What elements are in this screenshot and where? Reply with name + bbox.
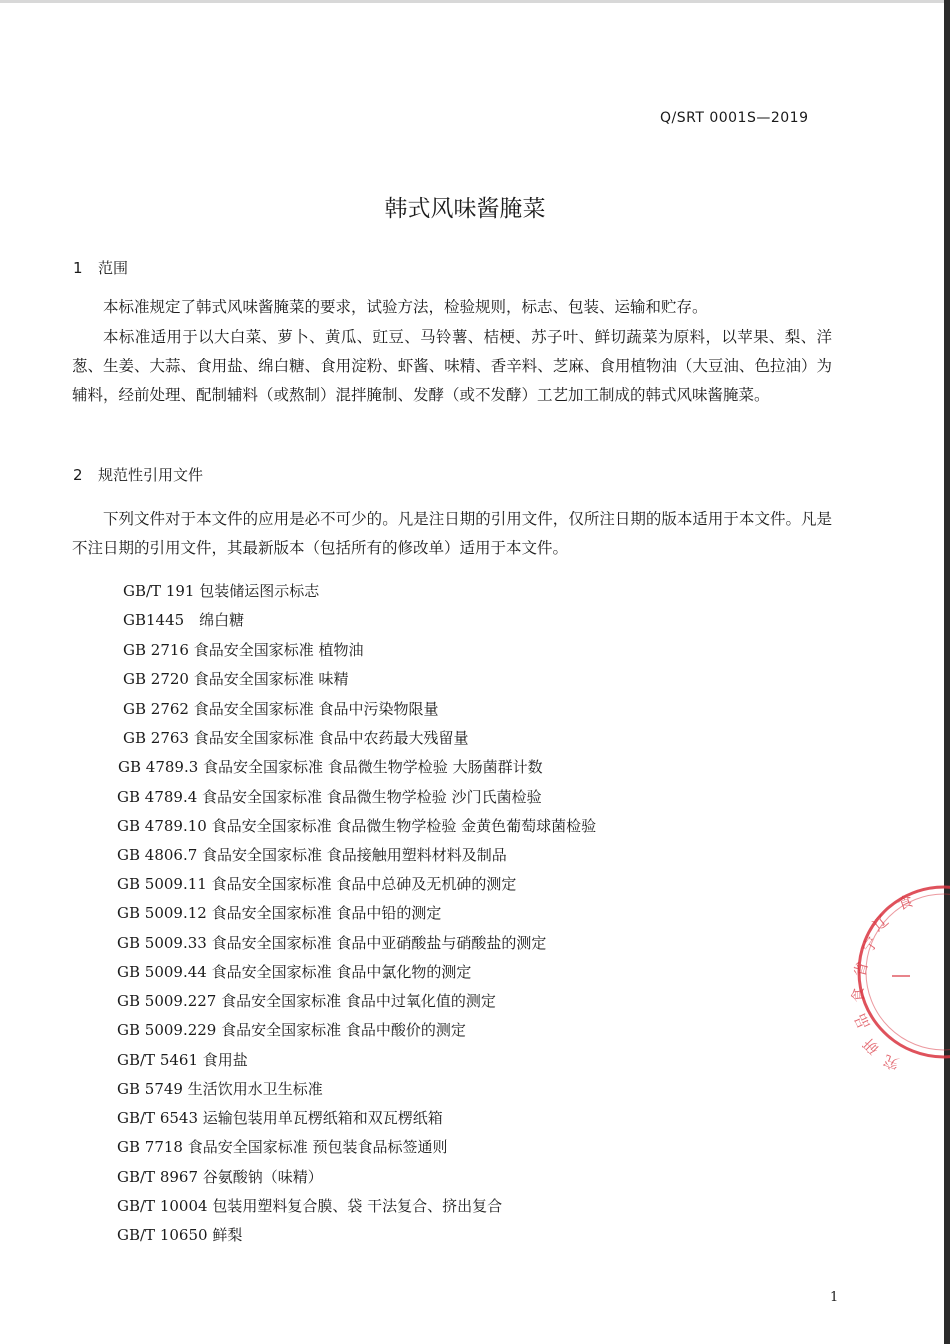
reference-item: GB/T 6543 运输包装用单瓦楞纸箱和双瓦楞纸箱 xyxy=(117,1109,443,1127)
company-seal-stamp xyxy=(848,880,930,1075)
svg-text:辽: 辽 xyxy=(869,911,893,936)
reference-item: GB 5009.227 食品安全国家标准 食品中过氧化值的测定 xyxy=(117,992,496,1010)
reference-item: GB/T 5461 食用盐 xyxy=(117,1051,248,1069)
svg-text:品: 品 xyxy=(850,1010,874,1032)
reference-item: GB 2762 食品安全国家标准 食品中污染物限量 xyxy=(123,700,439,718)
section-1-title: 范围 xyxy=(98,259,129,277)
scan-right-edge xyxy=(944,0,950,1344)
reference-item: GB 5749 生活饮用水卫生标准 xyxy=(117,1080,323,1098)
reference-item: GB/T 191 包装储运图示标志 xyxy=(123,582,320,600)
reference-item: GB1445 绵白糖 xyxy=(123,611,245,629)
svg-text:食: 食 xyxy=(848,986,868,1004)
reference-item: GB 4806.7 食品安全国家标准 食品接触用塑料材料及制品 xyxy=(117,846,507,864)
svg-text:省: 省 xyxy=(850,959,872,980)
reference-item: GB 5009.12 食品安全国家标准 食品中铅的测定 xyxy=(117,904,442,922)
scan-top-edge xyxy=(0,0,950,3)
svg-text:研: 研 xyxy=(859,1034,883,1058)
document-title: 韩式风味酱腌菜 xyxy=(384,196,546,222)
reference-item: GB 5009.44 食品安全国家标准 食品中氯化物的测定 xyxy=(117,963,472,981)
section-2-heading xyxy=(73,464,203,485)
section-1-heading xyxy=(73,257,128,278)
reference-item: GB 5009.33 食品安全国家标准 食品中亚硝酸盐与硝酸盐的测定 xyxy=(117,934,547,952)
reference-item: GB 4789.3 食品安全国家标准 食品微生物学检验 大肠菌群计数 xyxy=(118,758,543,776)
reference-item: GB 4789.4 食品安全国家标准 食品微生物学检验 沙门氏菌检验 xyxy=(117,788,542,806)
page-number: 1 xyxy=(830,1290,839,1305)
section-2-title: 规范性引用文件 xyxy=(98,466,204,484)
section-1-number: 1 xyxy=(73,259,83,277)
standard-code: Q/SRT 0001S—2019 xyxy=(660,110,809,126)
reference-item: GB/T 8967 谷氨酸钠（味精） xyxy=(117,1168,323,1186)
reference-item: GB 2720 食品安全国家标准 味精 xyxy=(123,670,349,688)
reference-item: GB 7718 食品安全国家标准 预包装食品标签通则 xyxy=(117,1138,448,1156)
reference-item: GB 2763 食品安全国家标准 食品中农药最大残留量 xyxy=(123,729,469,747)
reference-item: GB 5009.11 食品安全国家标准 食品中总砷及无机砷的测定 xyxy=(117,875,517,893)
section-1-paragraph-2: 本标准适用于以大白菜、萝卜、黄瓜、豇豆、马铃薯、桔梗、苏子叶、鲜切蔬菜为原料，以苹果、梨、洋葱、生姜、大蒜、食用盐、绵白糖、食用淀粉、虾酱、味精、香辛料、芝麻、食用植物油（大豆油、色拉油）为辅料，经前处理、配制辅料（或熬制）混拌腌制、发酵（或不发酵）工艺加工制成的韩式风味酱腌菜。 xyxy=(72,328,832,404)
section-1-paragraph-1: 本标准规定了韩式风味酱腌菜的要求，试验方法，检验规则，标志、包装、运输和贮存。 xyxy=(103,298,708,316)
svg-text:究: 究 xyxy=(881,1051,902,1074)
section-2-intro: 下列文件对于本文件的应用是必不可少的。凡是注日期的引用文件，仅所注日期的版本适用于本文件。凡是不注日期的引用文件，其最新版本（包括所有的修改单）适用于本文件。 xyxy=(72,510,832,557)
seal-graphic xyxy=(848,880,930,1075)
svg-text:宁: 宁 xyxy=(858,933,882,957)
reference-item: GB 5009.229 食品安全国家标准 食品中酸价的测定 xyxy=(117,1021,466,1039)
reference-item: GB/T 10650 鲜梨 xyxy=(117,1226,243,1244)
reference-item: GB 4789.10 食品安全国家标准 食品微生物学检验 金黄色葡萄球菌检验 xyxy=(117,817,597,835)
reference-item: GB 2716 食品安全国家标准 植物油 xyxy=(123,641,364,659)
section-2-number: 2 xyxy=(73,466,83,484)
svg-text:食: 食 xyxy=(895,891,916,914)
reference-item: GB/T 10004 包装用塑料复合膜、袋 干法复合、挤出复合 xyxy=(117,1197,503,1215)
